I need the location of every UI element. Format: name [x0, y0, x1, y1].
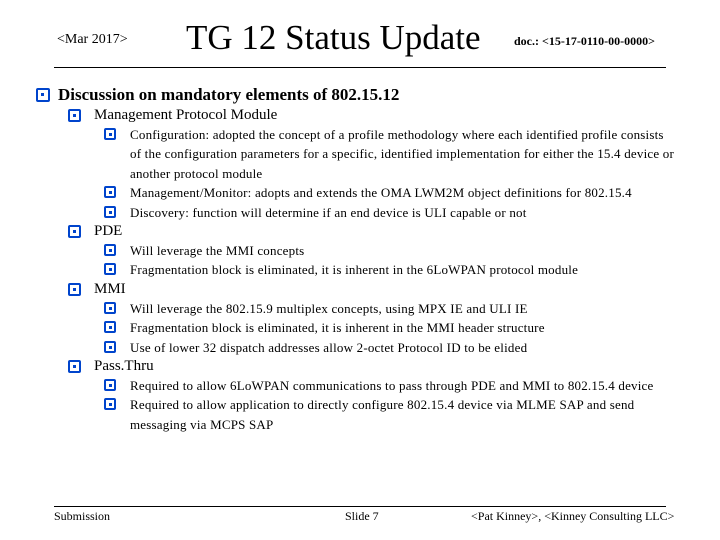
square-bullet-icon	[104, 263, 116, 275]
section-management	[36, 106, 676, 125]
list-item	[36, 241, 676, 260]
list-item-text: Fragmentation block is eliminated, it is inherent in the MMI header structure	[130, 320, 545, 336]
square-bullet-icon	[68, 225, 81, 238]
list-item	[36, 125, 676, 183]
square-bullet-icon	[104, 398, 116, 410]
list-item-text: Will leverage the 802.15.9 multiplex concepts, using MPX IE and ULI IE	[130, 300, 528, 316]
list-item-text: Required to allow application to directly configure 802.15.4 device via MLME SAP and send messaging via MCPS SAP	[130, 397, 635, 432]
footer-submission: Submission	[54, 509, 111, 523]
list-item-text: Use of lower 32 dispatch addresses allow 2-octet Protocol ID to be elided	[130, 339, 528, 355]
list-item-text: Management/Monitor: adopts and extends the OMA LWM2M object definitions for 802.15.4	[130, 185, 632, 201]
list-item-text: Fragmentation block is eliminated, it is inherent in the 6LoWPAN protocol module	[130, 262, 579, 278]
section-label: PDE	[94, 223, 123, 240]
square-bullet-icon	[68, 109, 81, 122]
list-item-text: Will leverage the MMI concepts	[130, 243, 305, 259]
header-date: <Mar 2017>	[57, 32, 128, 47]
list-item	[36, 183, 676, 202]
section-label: MMI	[94, 280, 126, 297]
section-pde	[36, 222, 676, 241]
square-bullet-icon	[104, 186, 116, 198]
footer-author: <Pat Kinney>, <Kinney Consulting LLC>	[471, 509, 675, 523]
square-bullet-icon	[104, 302, 116, 314]
list-item	[36, 203, 676, 222]
footer-divider	[54, 506, 666, 507]
square-bullet-icon	[104, 206, 116, 218]
list-item	[36, 318, 676, 337]
square-bullet-icon	[104, 341, 116, 353]
list-item-text: Configuration: adopted the concept of a profile methodology where each identified profile consists of the configuration parameters for a specific, identified implementation for either the 15.4 device or another protocol module	[130, 127, 675, 181]
list-item	[36, 299, 676, 318]
section-passthru	[36, 357, 676, 376]
main-heading-item	[36, 84, 676, 106]
square-bullet-icon	[104, 244, 116, 256]
slide-number: Slide 7	[345, 509, 379, 523]
square-bullet-icon	[36, 88, 50, 102]
slide-body	[36, 84, 676, 434]
header-divider	[54, 67, 666, 68]
doc-number: doc.: <15-17-0110-00-0000>	[514, 34, 655, 48]
section-mmi	[36, 280, 676, 299]
list-item	[36, 338, 676, 357]
section-label: Management Protocol Module	[94, 107, 278, 123]
list-item-text: Required to allow 6LoWPAN communications to pass through PDE and MMI to 802.15.4 device	[130, 378, 654, 394]
list-item	[36, 260, 676, 279]
list-item	[36, 376, 676, 395]
square-bullet-icon	[68, 283, 81, 296]
square-bullet-icon	[68, 360, 81, 373]
slide-title: TG 12 Status Update	[186, 18, 481, 57]
list-item-text: Discovery: function will determine if an end device is ULI capable or not	[130, 204, 527, 220]
section-label: Pass.Thru	[94, 358, 154, 375]
square-bullet-icon	[104, 128, 116, 140]
main-heading-text: Discussion on mandatory elements of 802.15.12	[58, 85, 400, 104]
list-item	[36, 395, 676, 434]
square-bullet-icon	[104, 321, 116, 333]
square-bullet-icon	[104, 379, 116, 391]
